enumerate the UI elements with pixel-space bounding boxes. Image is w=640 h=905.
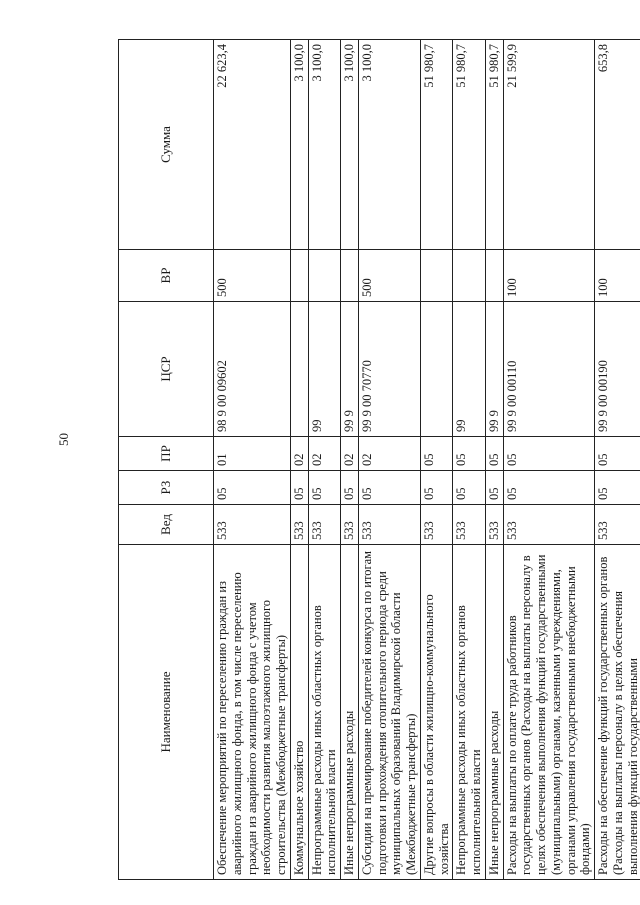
cell-csr: 98 9 00 09602	[214, 302, 291, 437]
cell-rz: 05	[420, 471, 453, 505]
cell-sum: 3 100,0	[290, 40, 308, 250]
cell-csr	[420, 302, 453, 437]
cell-rz: 05	[453, 471, 486, 505]
header-sum: Сумма	[119, 40, 214, 250]
cell-pr: 02	[358, 437, 420, 471]
table-header-row	[119, 40, 214, 880]
cell-name: Другие вопросы в области жилищно-коммунального хозяйства	[420, 545, 453, 880]
cell-pr: 05	[420, 437, 453, 471]
cell-vr: 500	[214, 250, 291, 302]
cell-vr	[453, 250, 486, 302]
cell-vr	[485, 250, 503, 302]
cell-csr	[290, 302, 308, 437]
cell-pr: 01	[214, 437, 291, 471]
cell-ved: 533	[503, 505, 595, 545]
cell-vr	[341, 250, 359, 302]
cell-vr: 500	[358, 250, 420, 302]
cell-name: Субсидии на премирование победителей конкурса по итогам подготовки и прохождения отопительного периода среди муниципальных образований Владимирской области (Межбюджетные трансферты)	[358, 545, 420, 880]
header-csr: ЦСР	[119, 302, 214, 437]
cell-pr: 05	[595, 437, 640, 471]
cell-sum: 3 100,0	[341, 40, 359, 250]
cell-rz: 05	[485, 471, 503, 505]
cell-vr: 100	[503, 250, 595, 302]
cell-vr	[308, 250, 341, 302]
cell-name: Обеспечение мероприятий по переселению граждан из аварийного жилищного фонда, в том числе переселению граждан из аварийного жилищного фонда с учетом необходимости развития малоэтажного жилищного строительства (Межбюджетные трансферты)	[214, 545, 291, 880]
cell-vr	[290, 250, 308, 302]
header-rz: РЗ	[119, 471, 214, 505]
cell-csr: 99 9 00 00190	[595, 302, 640, 437]
cell-ved: 533	[420, 505, 453, 545]
cell-csr: 99 9	[341, 302, 359, 437]
cell-sum: 3 100,0	[358, 40, 420, 250]
cell-pr: 05	[453, 437, 486, 471]
table-row	[290, 40, 308, 880]
cell-ved: 533	[358, 505, 420, 545]
cell-name: Иные непрограммные расходы	[485, 545, 503, 880]
cell-pr: 02	[341, 437, 359, 471]
cell-pr: 05	[485, 437, 503, 471]
cell-name: Непрограммные расходы иных областных органов исполнительной власти	[308, 545, 341, 880]
cell-csr: 99 9 00 00110	[503, 302, 595, 437]
table-row	[595, 40, 640, 880]
cell-vr	[420, 250, 453, 302]
cell-pr: 02	[290, 437, 308, 471]
cell-ved: 533	[214, 505, 291, 545]
cell-sum: 653,8	[595, 40, 640, 250]
table-row	[214, 40, 291, 880]
header-name: Наименование	[119, 545, 214, 880]
cell-sum: 21 599,9	[503, 40, 595, 250]
cell-ved: 533	[341, 505, 359, 545]
table-row	[341, 40, 359, 880]
table-row	[485, 40, 503, 880]
header-ved: Вед	[119, 505, 214, 545]
cell-rz: 05	[595, 471, 640, 505]
cell-sum: 51 980,7	[453, 40, 486, 250]
table-row	[358, 40, 420, 880]
cell-sum: 22 623,4	[214, 40, 291, 250]
table-row	[308, 40, 341, 880]
header-pr: ПР	[119, 437, 214, 471]
cell-name: Коммунальное хозяйство	[290, 545, 308, 880]
header-vr: ВР	[119, 250, 214, 302]
cell-ved: 533	[595, 505, 640, 545]
cell-rz: 05	[358, 471, 420, 505]
cell-csr: 99 9 00 70770	[358, 302, 420, 437]
cell-sum: 51 980,7	[420, 40, 453, 250]
cell-rz: 05	[308, 471, 341, 505]
cell-ved: 533	[453, 505, 486, 545]
cell-rz: 05	[341, 471, 359, 505]
rotated-page-content	[118, 40, 638, 880]
cell-csr: 99	[453, 302, 486, 437]
table-row	[503, 40, 595, 880]
cell-rz: 05	[503, 471, 595, 505]
cell-csr: 99	[308, 302, 341, 437]
cell-ved: 533	[290, 505, 308, 545]
cell-name: Расходы на обеспечение функций государственных органов (Расходы на выплаты персоналу в целях обеспечения выполнения функций государственными	[595, 545, 640, 880]
cell-ved: 533	[485, 505, 503, 545]
page-number: 50	[56, 433, 71, 446]
cell-rz: 05	[290, 471, 308, 505]
cell-rz: 05	[214, 471, 291, 505]
table-row	[420, 40, 453, 880]
budget-table	[118, 39, 640, 880]
table-row	[453, 40, 486, 880]
cell-name: Расходы на выплаты по оплате труда работников государственных органов (Расходы на выплаты персоналу в целях обеспечения выполнения функций государственными (муниципальными) органами, казенными учреждениями, органами управления государственными внебюджетными фондами)	[503, 545, 595, 880]
cell-vr: 100	[595, 250, 640, 302]
cell-name: Непрограммные расходы иных областных органов исполнительной власти	[453, 545, 486, 880]
cell-csr: 99 9	[485, 302, 503, 437]
cell-sum: 51 980,7	[485, 40, 503, 250]
cell-ved: 533	[308, 505, 341, 545]
cell-name: Иные непрограммные расходы	[341, 545, 359, 880]
cell-sum: 3 100,0	[308, 40, 341, 250]
cell-pr: 02	[308, 437, 341, 471]
cell-pr: 05	[503, 437, 595, 471]
